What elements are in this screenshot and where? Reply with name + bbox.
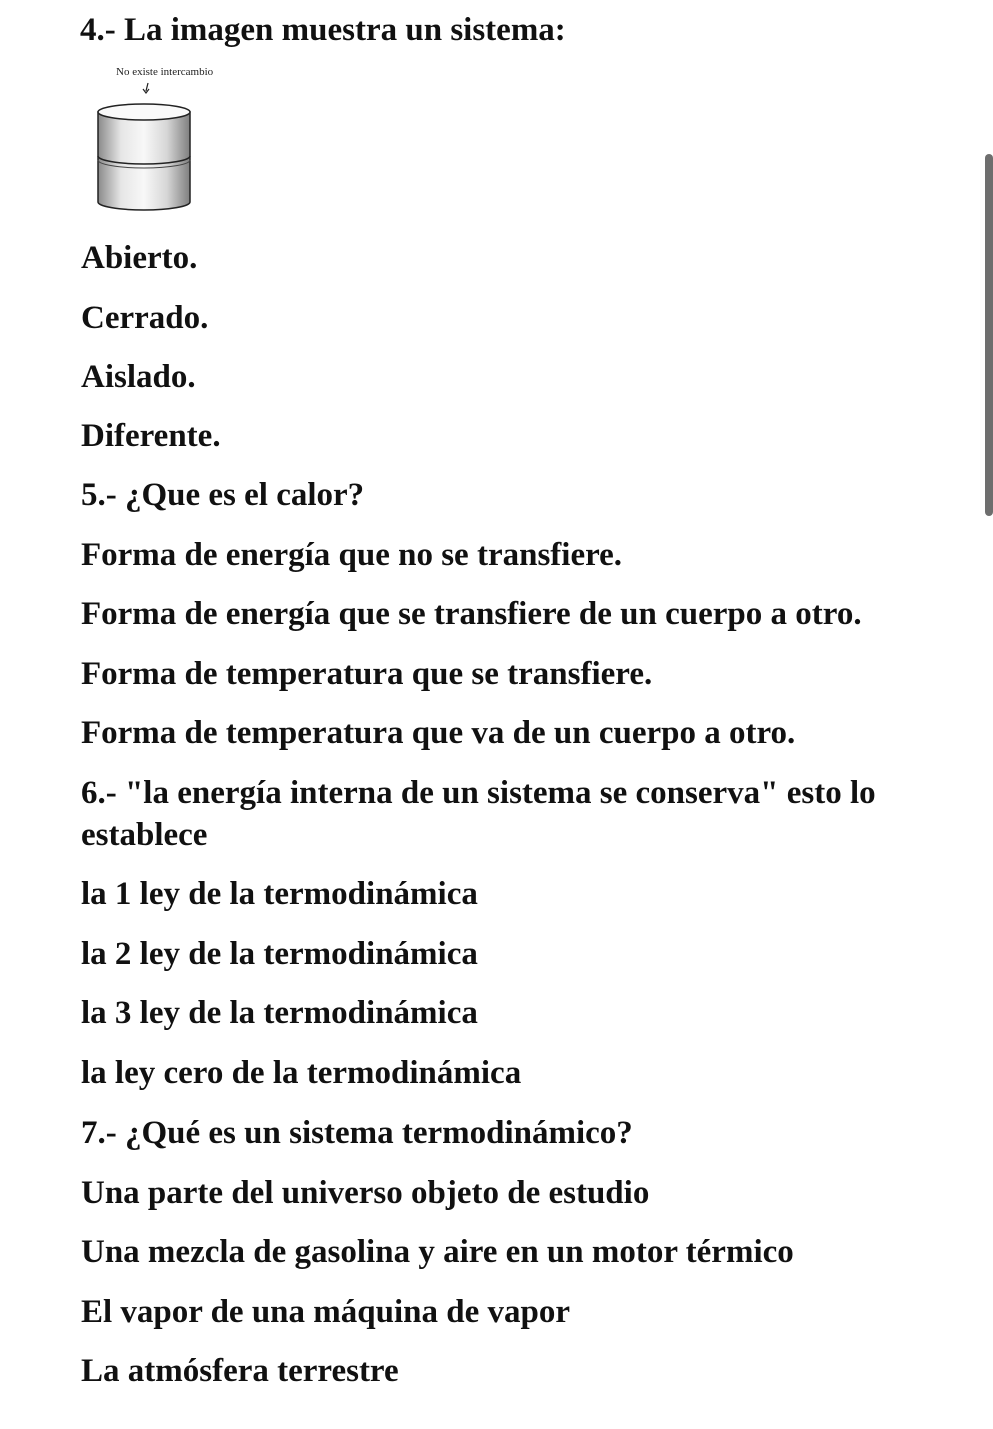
cylinder-icon — [98, 104, 190, 210]
q4-option-2: Cerrado. — [81, 300, 209, 336]
q5-option-1: Forma de energía que no se transfiere. — [81, 537, 623, 573]
question-6-title-line-2: establece — [81, 817, 208, 853]
q6-option-1: la 1 ley de la termodinámica — [81, 876, 478, 912]
diagram-caption: No existe intercambio — [116, 66, 214, 78]
q7-option-3: El vapor de una máquina de vapor — [81, 1294, 571, 1330]
scrollbar-thumb[interactable] — [985, 154, 993, 516]
question-6-title-line-1: 6.- "la energía interna de un sistema se conserva" esto lo — [81, 775, 876, 811]
q6-option-4: la ley cero de la termodinámica — [81, 1055, 522, 1091]
q6-option-2: la 2 ley de la termodinámica — [81, 936, 478, 972]
q7-option-2: Una mezcla de gasolina y aire en un motor térmico — [81, 1234, 794, 1270]
q4-option-3: Aislado. — [81, 359, 196, 395]
q5-option-2: Forma de energía que se transfiere de un cuerpo a otro. — [81, 596, 862, 632]
arrow-down-icon — [143, 83, 149, 93]
question-7-title: 7.- ¿Qué es un sistema termodinámico? — [81, 1115, 633, 1151]
isolated-system-diagram — [92, 80, 196, 214]
question-4-title: 4.- La imagen muestra un sistema: — [80, 12, 566, 48]
q5-option-4: Forma de temperatura que va de un cuerpo a otro. — [81, 715, 796, 751]
q5-option-3: Forma de temperatura que se transfiere. — [81, 656, 653, 692]
q4-option-4: Diferente. — [81, 418, 221, 454]
q4-option-1: Abierto. — [81, 240, 198, 276]
q7-option-1: Una parte del universo objeto de estudio — [81, 1175, 650, 1211]
q7-option-4: La atmósfera terrestre — [81, 1353, 399, 1389]
q6-option-3: la 3 ley de la termodinámica — [81, 995, 478, 1031]
question-5-title: 5.- ¿Que es el calor? — [81, 477, 365, 513]
